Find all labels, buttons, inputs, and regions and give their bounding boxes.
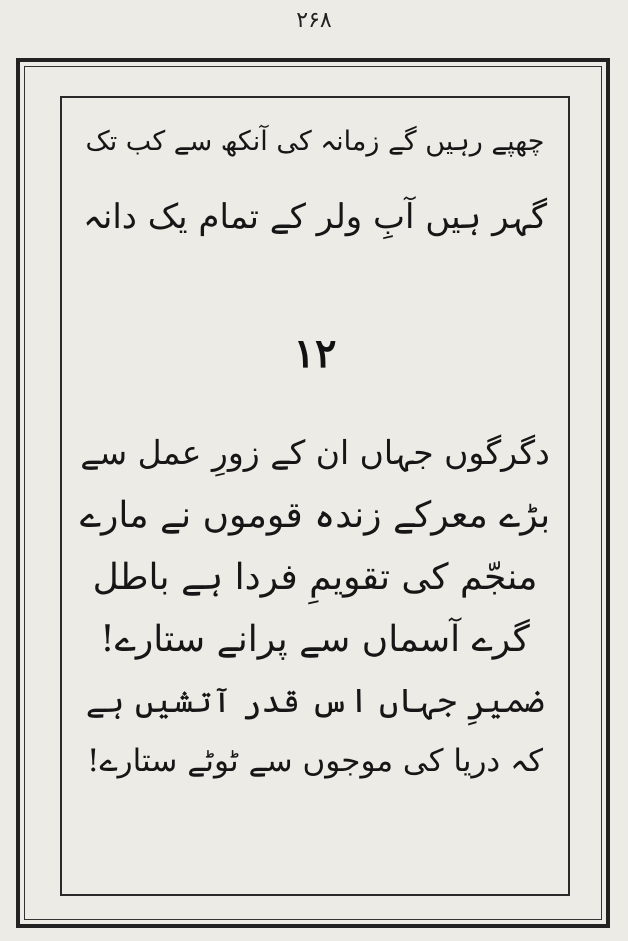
verse-line: بڑے معرکے زندہ قوموں نے مارے [79, 495, 551, 536]
opening-couplet [60, 128, 570, 272]
section-number: ۱۲ [293, 330, 337, 377]
verse-line: گرے آسماں سے پرانے ستارے! [100, 619, 530, 660]
verse-line: ضمیرِ جہاں اس قدر آتشیں ہے [85, 681, 545, 720]
verse-line: چھپے رہیں گے زمانہ کی آنکھ سے کب تک [85, 126, 545, 157]
verse-line: گہر ہیں آبِ ولر کے تمام یک دانہ [82, 197, 548, 237]
verse-line: منجّم کی تقویمِ فردا ہے باطل [92, 557, 538, 598]
stanza [60, 433, 570, 808]
verse-line: دگرگوں جہاں ان کے زورِ عمل سے [80, 433, 550, 472]
verse-line: کہ دریا کی موجوں سے ٹوٹے ستارے! [87, 743, 543, 779]
page-number: ۲۶۸ [296, 8, 332, 33]
